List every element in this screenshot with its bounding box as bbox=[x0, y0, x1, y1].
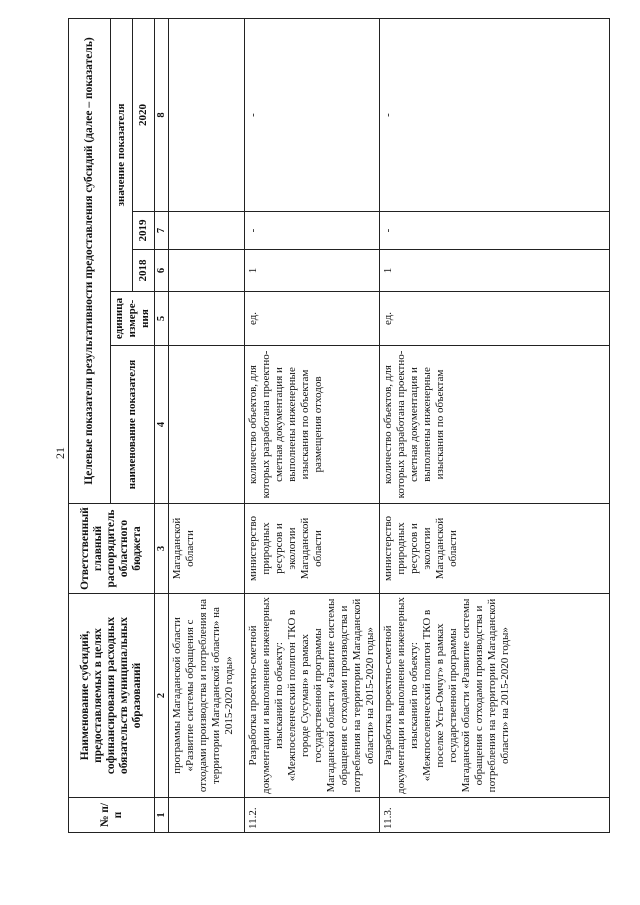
page-number: 21 bbox=[53, 447, 67, 459]
column-number: 4 bbox=[155, 346, 169, 504]
row-subsidy-name: Разработка проектно-сметной документации и выполнение инженерных изысканий по объекту: «Межпоселенческий полигон ТКО в поселке Усть-Омчуг» в рамках государственной программы Магаданской области «Развитие системы обращения с отходами производства и потребления на территории Магаданской области» на 2015-2020 годы» bbox=[380, 594, 610, 798]
row-indicator bbox=[169, 346, 245, 504]
header-subsidy-name: Наименование субсидий, предоставляемых в целях софинансирования расходных обязательств муниципальных образований bbox=[69, 594, 155, 798]
row-unit: ед. bbox=[245, 292, 380, 346]
subsidy-indicators-table bbox=[68, 18, 610, 833]
row-num bbox=[169, 798, 245, 833]
row-unit bbox=[169, 292, 245, 346]
row-indicator: количество объектов, для которых разработана проектно-сметная документация и выполнены инженерные изыскания по объектам bbox=[380, 346, 610, 504]
row-indicator: количество объектов, для которых разработана проектно-сметная документация и выполнены инженерные изыскания по объектам размещения отходов bbox=[245, 346, 380, 504]
row-subsidy-name: Разработка проектно-сметной документации и выполнение инженерных изысканий по объекту: «Межпоселенческий полигон ТКО в городе Сусуман» в рамках государственной программы Магаданской области «Развитие системы обращения с отходами производства и потребления на территории Магаданской области» на 2015-2020 годы» bbox=[245, 594, 380, 798]
column-number-row bbox=[155, 18, 169, 832]
row-value-2019: - bbox=[380, 212, 610, 250]
row-responsible: министерство природных ресурсов и экологии Магаданской области bbox=[380, 504, 610, 594]
table-row bbox=[169, 18, 245, 832]
row-value-2020 bbox=[169, 18, 245, 211]
table-row bbox=[380, 18, 610, 832]
column-number: 5 bbox=[155, 292, 169, 346]
row-num: 11.3. bbox=[380, 798, 610, 833]
column-number: 7 bbox=[155, 212, 169, 250]
row-value-2020: - bbox=[380, 18, 610, 211]
column-number: 6 bbox=[155, 250, 169, 292]
header-unit: единица измере-ния bbox=[111, 292, 155, 346]
header-year-2018: 2018 bbox=[133, 250, 155, 292]
row-value-2018: 1 bbox=[245, 250, 380, 292]
column-number: 2 bbox=[155, 594, 169, 798]
header-year-2019: 2019 bbox=[133, 212, 155, 250]
header-row-1 bbox=[69, 18, 111, 832]
header-values-group: значение показателя bbox=[111, 18, 133, 291]
rotated-table-container bbox=[68, 19, 588, 833]
header-indicators-group: Целевые показатели результативности предоставления субсидий (далее – показатель) bbox=[69, 18, 111, 503]
row-value-2018: 1 bbox=[380, 250, 610, 292]
row-subsidy-name: программы Магаданской области «Развитие системы обращения с отходами производства и потребления на территории Магаданской области» на 2015-2020 годы» bbox=[169, 594, 245, 798]
row-value-2019: - bbox=[245, 212, 380, 250]
column-number: 1 bbox=[155, 798, 169, 833]
row-responsible: Магаданской области bbox=[169, 504, 245, 594]
column-number: 3 bbox=[155, 504, 169, 594]
row-value-2019 bbox=[169, 212, 245, 250]
row-num: 11.2. bbox=[245, 798, 380, 833]
header-num: № п/п bbox=[69, 798, 155, 833]
header-indicator-name: наименование показателя bbox=[111, 346, 155, 504]
row-value-2018 bbox=[169, 250, 245, 292]
header-responsible: Ответственный главный распорядитель областного бюджета bbox=[69, 504, 155, 594]
column-number: 8 bbox=[155, 18, 169, 211]
table-row bbox=[245, 18, 380, 832]
header-year-2020: 2020 bbox=[133, 18, 155, 211]
row-responsible: министерство природных ресурсов и экологии Магаданской области bbox=[245, 504, 380, 594]
row-value-2020: - bbox=[245, 18, 380, 211]
row-unit: ед. bbox=[380, 292, 610, 346]
